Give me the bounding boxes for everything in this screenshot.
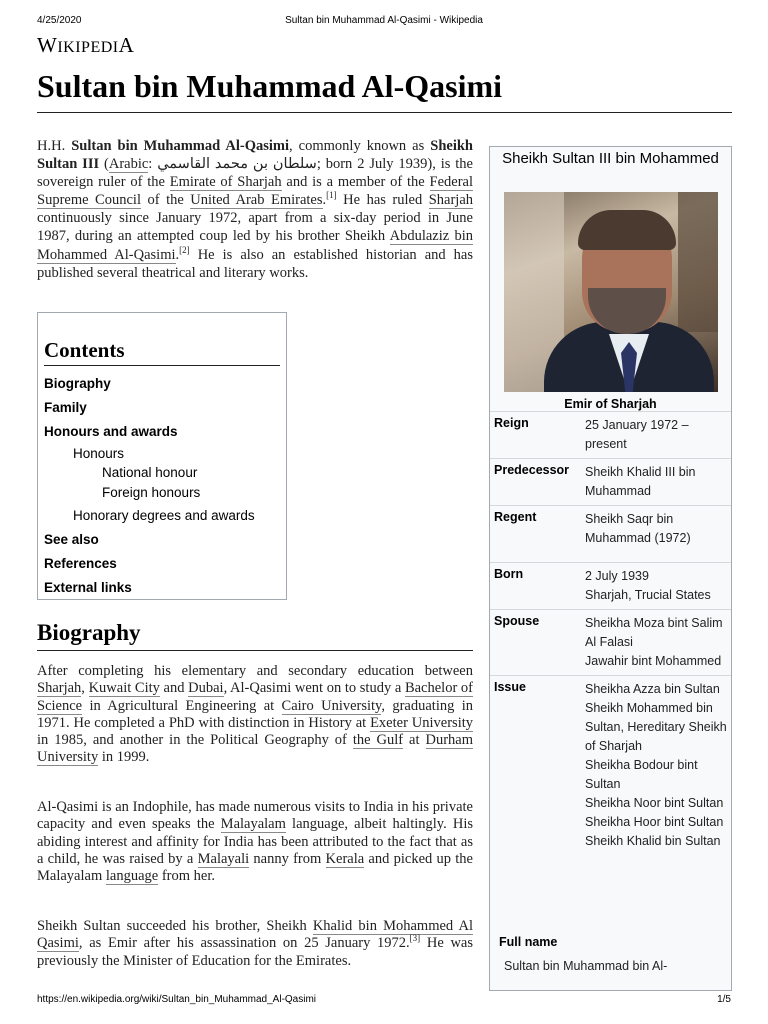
toc-item-external-links[interactable]: External links xyxy=(44,580,132,595)
para-text: in Agricultural Engineering at xyxy=(82,697,282,714)
link-the-gulf[interactable]: the Gulf xyxy=(352,732,404,749)
toc-item-honorary-degrees[interactable]: Honorary degrees and awards xyxy=(73,508,255,523)
ref-1[interactable]: [1] xyxy=(326,190,337,201)
infobox-row-regent xyxy=(490,505,731,552)
infobox-gap xyxy=(490,552,731,562)
toc-item-honours[interactable]: Honours xyxy=(73,446,125,461)
ref-3[interactable]: [3] xyxy=(409,933,421,944)
wordmark-rest: IKIPEDI xyxy=(57,39,119,56)
link-federal-supreme-council[interactable]: Federal Supreme Council xyxy=(37,174,473,209)
photo-background xyxy=(678,192,718,332)
infobox-value[interactable]: 25 January 1972 – present xyxy=(585,418,689,451)
issue-1: Sheikha Azza bin Sultan xyxy=(585,682,720,696)
link-united-arab-emirates[interactable]: United Arab Emirates xyxy=(190,192,323,209)
link-abdulaziz[interactable]: Abdulaziz bin Mohammed Al-Qasimi xyxy=(37,228,473,263)
infobox-key: Predecessor xyxy=(494,463,570,477)
lead-bold-name: Sultan bin Muhammad Al-Qasimi xyxy=(71,138,290,154)
para-text: nanny from xyxy=(249,850,326,867)
print-footer xyxy=(37,994,731,1008)
lead-text: , commonly known as xyxy=(289,138,431,154)
issue-6: Sheikh Khalid bin Sultan xyxy=(585,834,721,848)
para-text: , xyxy=(81,680,89,697)
table-of-contents xyxy=(37,312,287,600)
toc-item-honours-and-awards[interactable]: Honours and awards xyxy=(44,424,178,439)
infobox-row-born xyxy=(490,562,731,609)
link-arabic[interactable]: Arabic xyxy=(108,156,149,173)
para-text: After completing his elementary and secondary education between xyxy=(37,663,473,679)
para-text: , graduating in 1971. He completed a PhD with distinction in History at xyxy=(37,697,473,731)
link-bachelor-of-science[interactable]: Bachelor of Science xyxy=(37,680,473,714)
biography-paragraph-3 xyxy=(37,918,473,990)
para-text: from her. xyxy=(158,868,215,885)
infobox-key: Reign xyxy=(494,416,529,430)
infobox-fullname-key: Full name xyxy=(499,935,558,949)
issue-2: Sheikh Mohammed bin Sultan, Hereditary Sheikh of Sharjah xyxy=(585,701,727,753)
lead-text: H.H. xyxy=(37,138,72,154)
toc-list xyxy=(44,372,280,600)
link-kuwait-city[interactable]: Kuwait City xyxy=(88,680,160,697)
lead-text: . xyxy=(322,192,327,209)
link-malayalam[interactable]: Malayalam xyxy=(220,816,286,833)
infobox-table xyxy=(490,411,731,855)
biography-paragraph-1 xyxy=(37,663,473,767)
lead-text: continuously since January 1972, apart from a six-day period in June 1987, during an attempted coup led by his brother Sheikh xyxy=(37,210,473,245)
infobox-value xyxy=(585,610,731,675)
link-durham-university[interactable]: Durham University xyxy=(37,732,474,766)
wordmark-last: A xyxy=(118,33,135,57)
wordmark-first: W xyxy=(37,33,58,57)
para-text: and xyxy=(159,680,189,697)
ref-2[interactable]: [2] xyxy=(179,244,190,255)
print-date: 4/25/2020 xyxy=(37,15,82,26)
photo-hair xyxy=(578,210,676,250)
infobox-key: Issue xyxy=(494,680,526,694)
para-text: Al-Qasimi is an Indophile, has made numerous visits to India in his private capacity and even speaks the xyxy=(37,799,473,833)
issue-4: Sheikha Noor bint Sultan xyxy=(585,796,724,810)
toc-item-references[interactable]: References xyxy=(44,556,117,571)
link-dubai[interactable]: Dubai xyxy=(188,680,224,697)
para-text: in 1985, and another in the Political Geography of xyxy=(37,732,353,749)
infobox-title: Sheikh Sultan III bin Mohammed xyxy=(502,150,719,167)
lead-text: . xyxy=(175,246,180,263)
link-exeter-university[interactable]: Exeter University xyxy=(370,714,473,731)
link-malayali[interactable]: Malayali xyxy=(197,850,250,867)
lead-text: : سلطان بن محمد القاسمي; born 2 July 1939), is the sovereign ruler of the xyxy=(37,156,473,191)
para-text: He was previously the Minister of Education for the Emirates. xyxy=(37,935,473,969)
infobox-row-issue xyxy=(490,675,731,855)
infobox-value[interactable]: Sheikh Khalid III bin Muhammad xyxy=(585,465,696,498)
para-text: and picked up the Malayalam xyxy=(37,850,473,885)
toc-item-family[interactable]: Family xyxy=(44,400,87,415)
infobox-row-reign xyxy=(490,411,731,458)
lead-paragraph xyxy=(37,137,473,282)
infobox-row-predecessor xyxy=(490,458,731,505)
lead-text: of the xyxy=(140,192,191,209)
infobox-caption: Emir of Sharjah xyxy=(564,397,657,411)
para-text: at xyxy=(403,732,426,749)
born-date: 2 July 1939 xyxy=(585,569,649,583)
link-sharjah-city[interactable]: Sharjah xyxy=(37,680,82,697)
infobox-key: Regent xyxy=(494,510,537,524)
infobox-key: Spouse xyxy=(494,614,540,628)
lead-text: ( xyxy=(99,156,109,173)
para-text: , as Emir after his assassination on 25 January 1972. xyxy=(78,935,410,952)
link-cairo-university[interactable]: Cairo University xyxy=(281,697,382,714)
spouse-1: Sheikha Moza bint Salim Al Falasi xyxy=(585,616,723,649)
biography-paragraph-2 xyxy=(37,799,473,885)
para-text: Sheikh Sultan succeeded his brother, Sheikh xyxy=(37,918,313,934)
infobox-key: Born xyxy=(494,567,524,581)
para-text: , Al-Qasimi went on to study a xyxy=(223,680,405,697)
spouse-2: Jawahir bint Mohammed xyxy=(585,654,722,668)
link-emirate-of-sharjah[interactable]: Emirate of Sharjah xyxy=(169,174,282,191)
page-title: Sultan bin Muhammad Al-Qasimi xyxy=(37,64,732,113)
print-page-number: 1/5 xyxy=(717,994,731,1005)
infobox xyxy=(489,146,732,991)
print-header xyxy=(37,15,731,29)
link-sharjah[interactable]: Sharjah xyxy=(428,192,474,209)
toc-item-biography[interactable]: Biography xyxy=(44,376,111,391)
lead-text: He has ruled xyxy=(336,192,429,209)
born-place[interactable]: Sharjah, Trucial States xyxy=(585,588,711,602)
link-language[interactable]: language xyxy=(105,868,159,885)
issue-3: Sheikha Bodour bint Sultan xyxy=(585,758,698,791)
infobox-value xyxy=(585,563,731,609)
toc-title: Contents xyxy=(44,337,280,366)
print-url: https://en.wikipedia.org/wiki/Sultan_bin_Muhammad_Al-Qasimi xyxy=(37,994,317,1005)
link-khalid-bin-mohammed[interactable]: Khalid bin Mohammed Al Qasimi xyxy=(37,918,473,952)
para-text: in 1999. xyxy=(98,749,150,766)
infobox-value xyxy=(585,676,731,855)
wikipedia-wordmark[interactable] xyxy=(37,33,134,58)
lead-text: and is a member of the xyxy=(281,174,430,191)
infobox-value[interactable]: Sheikh Saqr bin Muhammad (1972) xyxy=(585,512,691,545)
section-heading-biography: Biography xyxy=(37,618,473,651)
issue-5: Sheikha Hoor bint Sultan xyxy=(585,815,724,829)
print-title: Sultan bin Muhammad Al-Qasimi - Wikipedia xyxy=(285,15,483,26)
toc-item-national-honour[interactable]: National honour xyxy=(102,465,198,480)
infobox-fullname-value: Sultan bin Muhammad bin Al- xyxy=(504,959,668,973)
lead-text: He is also an established historian and has published several theatrical and literary works. xyxy=(37,246,473,281)
lead-bold-title: Sheikh Sultan III xyxy=(37,138,473,173)
para-text: language, albeit haltingly. His abiding interest and affinity for India has been attributed to the fact that as a child, he was raised by a xyxy=(37,816,473,867)
toc-item-see-also[interactable]: See also xyxy=(44,532,99,547)
infobox-portrait-image[interactable] xyxy=(504,192,718,392)
link-kerala[interactable]: Kerala xyxy=(325,850,365,867)
toc-item-foreign-honours[interactable]: Foreign honours xyxy=(102,485,201,500)
infobox-row-spouse xyxy=(490,609,731,675)
